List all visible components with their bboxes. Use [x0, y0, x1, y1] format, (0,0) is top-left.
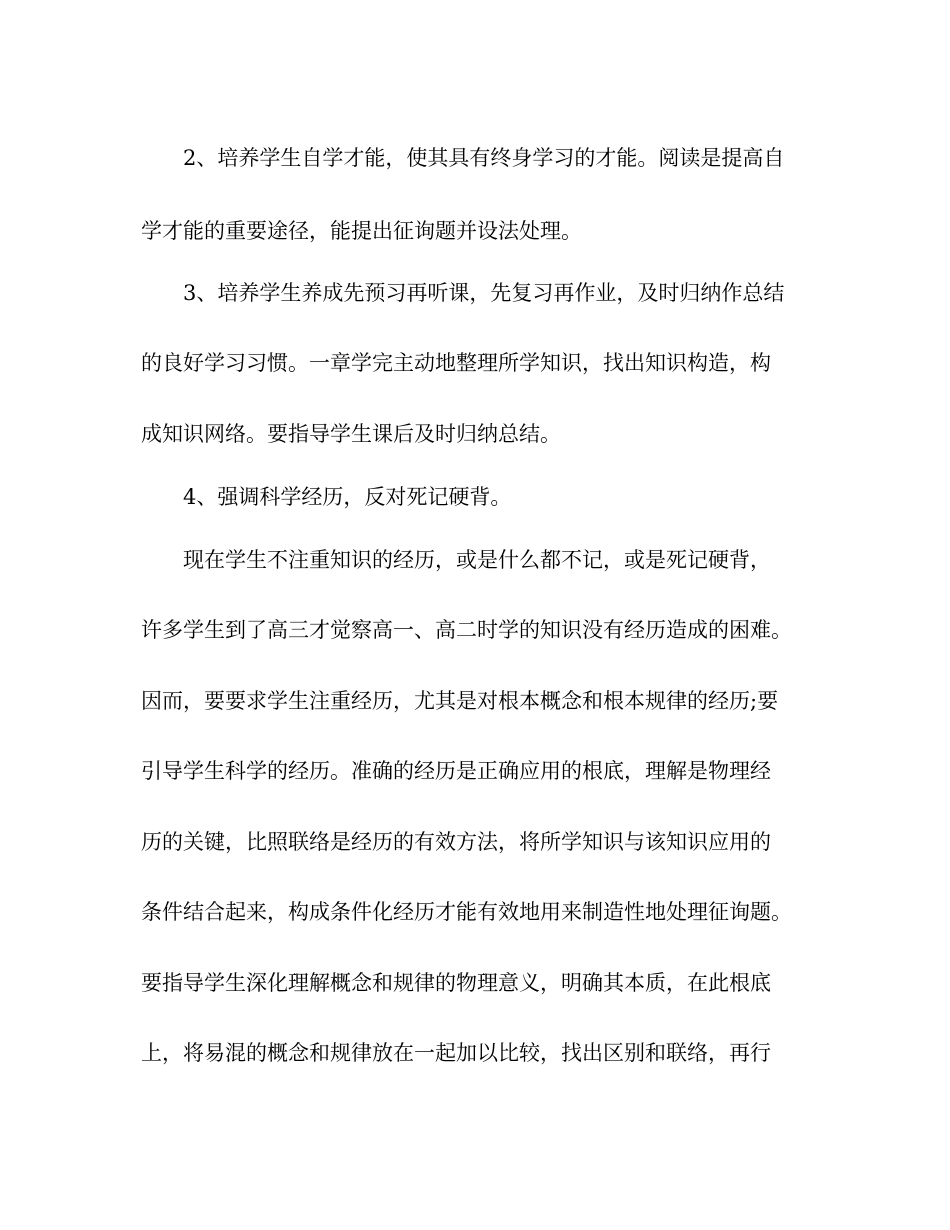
text-line: 2、培养学生自学才能，使其具有终身学习的才能。阅读是提高自 [183, 146, 785, 170]
text-line: 要指导学生深化理解概念和规律的物理意义，明确其本质，在此根底 [141, 971, 771, 995]
text-line: 引导学生科学的经历。准确的经历是正确应用的根底，理解是物理经 [141, 759, 771, 783]
text-line: 现在学生不注重知识的经历，或是什么都不记，或是死记硬背， [183, 548, 771, 572]
text-line: 因而，要要求学生注重经历，尤其是对根本概念和根本规律的经历;要 [141, 689, 779, 713]
text-line: 成知识网络。要指导学生课后及时归纳总结。 [141, 422, 561, 446]
text-line: 学才能的重要途径，能提出征询题并设法处理。 [141, 219, 582, 243]
text-line: 4、强调科学经历，反对死记硬背。 [183, 485, 512, 509]
text-line: 历的关键，比照联络是经历的有效方法，将所学知识与该知识应用的 [141, 830, 771, 854]
text-line: 的良好学习习惯。一章学完主动地整理所学知识，找出知识构造，构 [141, 351, 771, 375]
text-line: 许多学生到了高三才觉察高一、高二时学的知识没有经历造成的困难。 [141, 618, 792, 642]
text-line: 上，将易混的概念和规律放在一起加以比较，找出区别和联络，再行 [141, 1041, 771, 1065]
text-line: 条件结合起来，构成条件化经历才能有效地用来制造性地处理征询题。 [141, 900, 792, 924]
text-line: 3、培养学生养成先预习再听课，先复习再作业，及时归纳作总结 [183, 281, 785, 305]
